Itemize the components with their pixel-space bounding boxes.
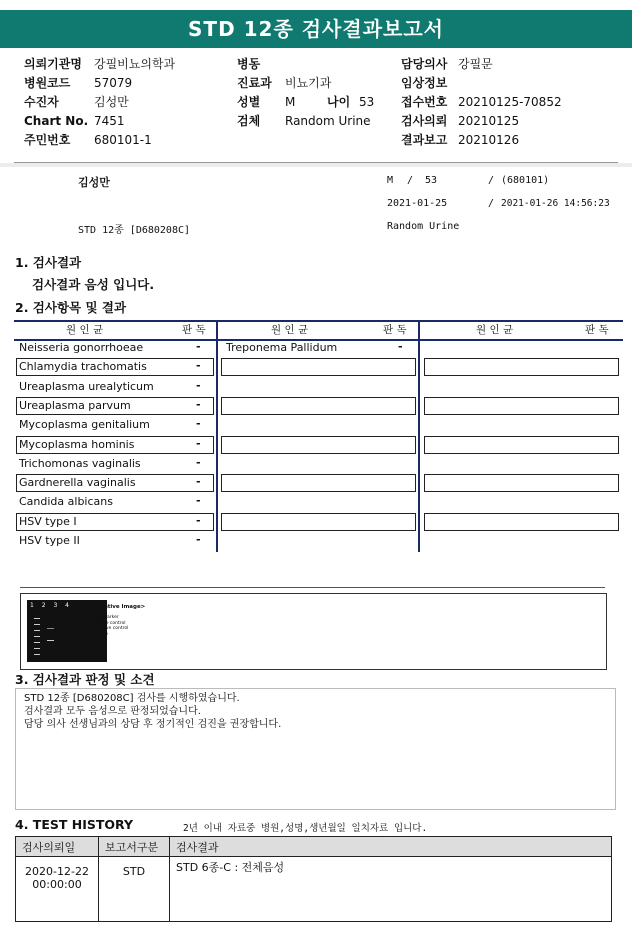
organism-result: - — [196, 417, 201, 431]
summary-age: 53 — [425, 175, 438, 186]
gel-band — [47, 628, 54, 629]
report-date: 20210126 — [458, 133, 520, 147]
empty-result-cell — [221, 358, 416, 376]
summary-date2: 2021-01-26 14:56:23 — [501, 198, 610, 209]
history-date-cell — [16, 857, 99, 922]
request-date: 20210125 — [458, 114, 520, 128]
sex: M — [285, 95, 296, 109]
section2-title: 2. 검사항목 및 결과 — [15, 300, 127, 315]
resident-no-label: 주민번호 — [24, 133, 71, 147]
specimen: Random Urine — [285, 114, 371, 128]
ward-label: 병동 — [237, 57, 261, 71]
organism-result: - — [196, 533, 201, 546]
organism-result: - — [196, 378, 201, 392]
gel-band — [47, 640, 54, 641]
organism-name: Ureaplasma parvum — [19, 398, 131, 412]
organism-result: - — [196, 494, 201, 508]
col1-judge-header: 판 독 — [182, 324, 206, 336]
col1-header: 원 인 균 — [66, 324, 104, 336]
organism-result: - — [196, 397, 201, 411]
organism-name: Neisseria gonorrhoeae — [19, 341, 144, 354]
col-divider-2 — [418, 320, 420, 552]
gel-title: <STD Negative Image> — [73, 604, 146, 610]
doctor-label: 담당의사 — [401, 57, 448, 71]
history-note: 2년 이내 자료중 병원,성명,생년월일 일치자료 입니다. — [183, 823, 428, 834]
patient-name: 김성만 — [94, 95, 129, 109]
gel-marker-lane — [34, 613, 40, 660]
department-label: 진료과 — [237, 76, 272, 90]
organism-result: - — [196, 359, 201, 373]
organism-result: - — [196, 340, 201, 353]
sex-label: 성별 — [237, 95, 261, 109]
organism-name: Chlamydia trachomatis — [19, 360, 147, 374]
empty-result-cell — [221, 397, 416, 415]
organism-name: HSV type I — [19, 514, 77, 528]
organism-name: Candida albicans — [19, 495, 113, 509]
col2-judge-header: 판 독 — [383, 324, 407, 336]
col2-item-name: Treponema Pallidum — [226, 341, 338, 354]
age-label: 나이 — [327, 95, 351, 109]
hospital-name: 강필비뇨의학과 — [94, 57, 176, 71]
doctor: 강필문 — [458, 57, 493, 71]
organism-name: Trichomonas vaginalis — [19, 456, 141, 470]
gel-image-box — [20, 593, 607, 670]
summary-specimen: Random Urine — [387, 221, 460, 232]
request-date-label: 검사의뢰 — [401, 114, 448, 128]
history-header-result: 검사결과 — [170, 837, 612, 857]
section4-title: 4. TEST HISTORY — [15, 817, 134, 832]
history-date: 2020-12-22 — [25, 865, 89, 878]
hospital-code-label: 병원코드 — [24, 76, 71, 90]
report-title: STD 12종 검사결과보고서 — [0, 10, 632, 48]
summary-test: STD 12종 [D680208C] — [78, 225, 191, 236]
report-date-label: 결과보고 — [401, 133, 448, 147]
table-row — [16, 857, 612, 922]
history-header-type: 보고서구분 — [99, 837, 170, 857]
specimen-label: 검체 — [237, 114, 261, 128]
header-col3 — [401, 55, 562, 150]
gel-legend-item: Lane 4: Sample — [73, 631, 108, 637]
resident-no: 680101-1 — [94, 133, 152, 147]
empty-result-cell — [221, 436, 416, 454]
organism-result: - — [196, 513, 201, 527]
summary-date1: 2021-01-25 — [387, 198, 448, 209]
gel-legend-item: Lane 3: Negative control — [73, 626, 129, 631]
hospital-code: 57079 — [94, 76, 133, 90]
history-result: STD 6종-C : 전체음성 — [170, 857, 612, 922]
department: 비뇨기과 — [285, 76, 332, 90]
section3-title: 3. 검사결과 판정 및 소견 — [15, 672, 155, 687]
empty-result-cell — [424, 513, 619, 531]
history-type: STD — [99, 857, 170, 922]
section1-title: 1. 검사결과 — [15, 255, 82, 270]
clinical-info-label: 임상정보 — [401, 76, 448, 90]
summary-slash2: / — [488, 175, 495, 186]
opinion-line: 담당 의사 선생님과의 상담 후 정기적인 검진을 권장합니다. — [24, 719, 282, 730]
gel-legend-item: Lane 2: Positive control — [73, 620, 126, 626]
chart-no: 7451 — [94, 114, 125, 128]
col3-judge-header: 판 독 — [585, 324, 609, 336]
empty-result-cell — [424, 436, 619, 454]
empty-result-cell — [221, 513, 416, 531]
section1-text: 검사결과 음성 입니다. — [32, 277, 155, 292]
receipt-no: 20210125-70852 — [458, 95, 562, 109]
image-top-line — [20, 587, 605, 588]
summary-sex: M — [387, 175, 394, 186]
gel-legend-item: Lane 1: SIZE marker — [73, 615, 119, 620]
history-header-date: 검사의뢰일 — [16, 837, 99, 857]
organism-result: - — [196, 455, 201, 469]
header-gap — [0, 163, 632, 167]
col2-header: 원 인 균 — [271, 324, 309, 336]
history-table — [15, 836, 612, 922]
gel-legend — [73, 615, 128, 637]
organism-name: Ureaplasma urealyticum — [19, 379, 154, 393]
empty-result-cell — [424, 397, 619, 415]
opinion-line: STD 12종 [D680208C] 검사를 시행하였습니다. — [24, 693, 240, 704]
receipt-no-label: 접수번호 — [401, 95, 448, 109]
col3-header: 원 인 균 — [476, 324, 514, 336]
summary-slash3: / — [488, 198, 495, 209]
organism-result: - — [196, 436, 201, 450]
hospital-name-label: 의뢰기관명 — [24, 57, 82, 71]
organism-result: - — [196, 475, 201, 489]
organism-name: Gardnerella vaginalis — [19, 476, 136, 490]
chart-no-label: Chart No. — [24, 114, 89, 128]
summary-birth: (680101) — [501, 175, 550, 186]
col-divider-1 — [216, 320, 218, 552]
organism-name: Mycoplasma hominis — [19, 437, 135, 451]
empty-result-cell — [424, 358, 619, 376]
organism-name: Mycoplasma genitalium — [19, 418, 150, 432]
opinion-box — [15, 688, 616, 810]
organism-name: HSV type II — [19, 534, 80, 547]
patient-label: 수진자 — [24, 95, 59, 109]
age: 53 — [359, 95, 375, 109]
summary-name: 김성만 — [78, 176, 110, 189]
summary-slash1: / — [407, 175, 414, 186]
empty-result-cell — [424, 474, 619, 492]
header-col1 — [24, 55, 175, 150]
opinion-line: 검사결과 모두 음성으로 판정되었습니다. — [24, 706, 201, 717]
history-time: 00:00:00 — [32, 878, 82, 891]
header-col2 — [237, 55, 374, 131]
gel-lane-numbers: 1 2 3 4 — [30, 602, 72, 609]
col2-item-result: - — [398, 340, 403, 353]
empty-result-cell — [221, 474, 416, 492]
